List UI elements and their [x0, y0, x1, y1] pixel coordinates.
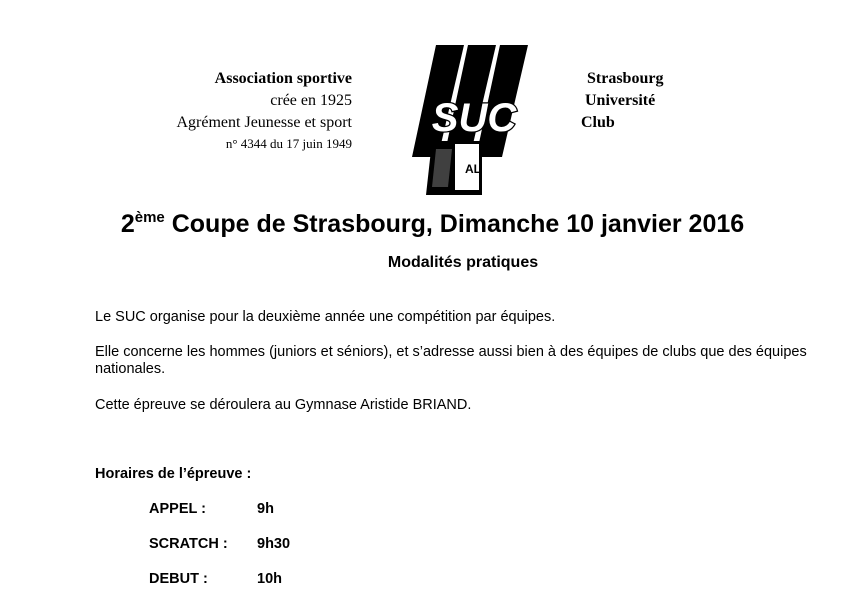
- page-subtitle: Modalités pratiques: [387, 254, 539, 271]
- schedule-label: APPEL :: [149, 501, 206, 517]
- schedule-label: DEBUT :: [149, 571, 208, 587]
- schedule-title: Horaires de l’épreuve :: [95, 466, 252, 482]
- schedule-time: 10h: [257, 571, 282, 587]
- schedule-time: 9h30: [257, 536, 291, 552]
- schedule-row-appel: [149, 500, 274, 518]
- suc-logo: [412, 45, 536, 195]
- club-name-line1: Strasbourg: [587, 70, 664, 87]
- schedule-row-scratch: [149, 535, 290, 553]
- club-name-line3: Club: [581, 114, 615, 131]
- title-ordinal: 2: [120, 210, 135, 238]
- crest-text: AL: [465, 162, 481, 176]
- accreditation-number: n° 4344 du 17 juin 1949: [225, 136, 352, 151]
- founded-date: crée en 1925: [270, 92, 352, 109]
- logo-text: SUC: [431, 96, 517, 140]
- schedule-row-debut: [149, 570, 282, 588]
- schedule-label: SCRATCH :: [149, 536, 228, 552]
- header-association-info: [100, 68, 352, 154]
- association-name: Association sportive: [214, 70, 352, 87]
- paragraph-intro: Le SUC organise pour la deuxième année une compétition par équipes.: [95, 309, 556, 325]
- page-title: [0, 198, 865, 244]
- paragraph-venue: Cette épreuve se déroulera au Gymnase Aristide BRIAND.: [95, 397, 472, 413]
- title-text: Coupe de Strasbourg, Dimanche 10 janvier 2016: [164, 210, 745, 238]
- accreditation: Agrément Jeunesse et sport: [176, 114, 352, 131]
- schedule-time: 9h: [257, 501, 274, 517]
- header-club-name: [578, 68, 698, 134]
- paragraph-participants: Elle concerne les hommes (juniors et séniors), et s’adresse aussi bien à des équipes de clubs que des équipes nationales.: [95, 344, 807, 377]
- club-name-line2: Université: [585, 92, 656, 109]
- title-ordinal-suffix: ème: [134, 209, 165, 226]
